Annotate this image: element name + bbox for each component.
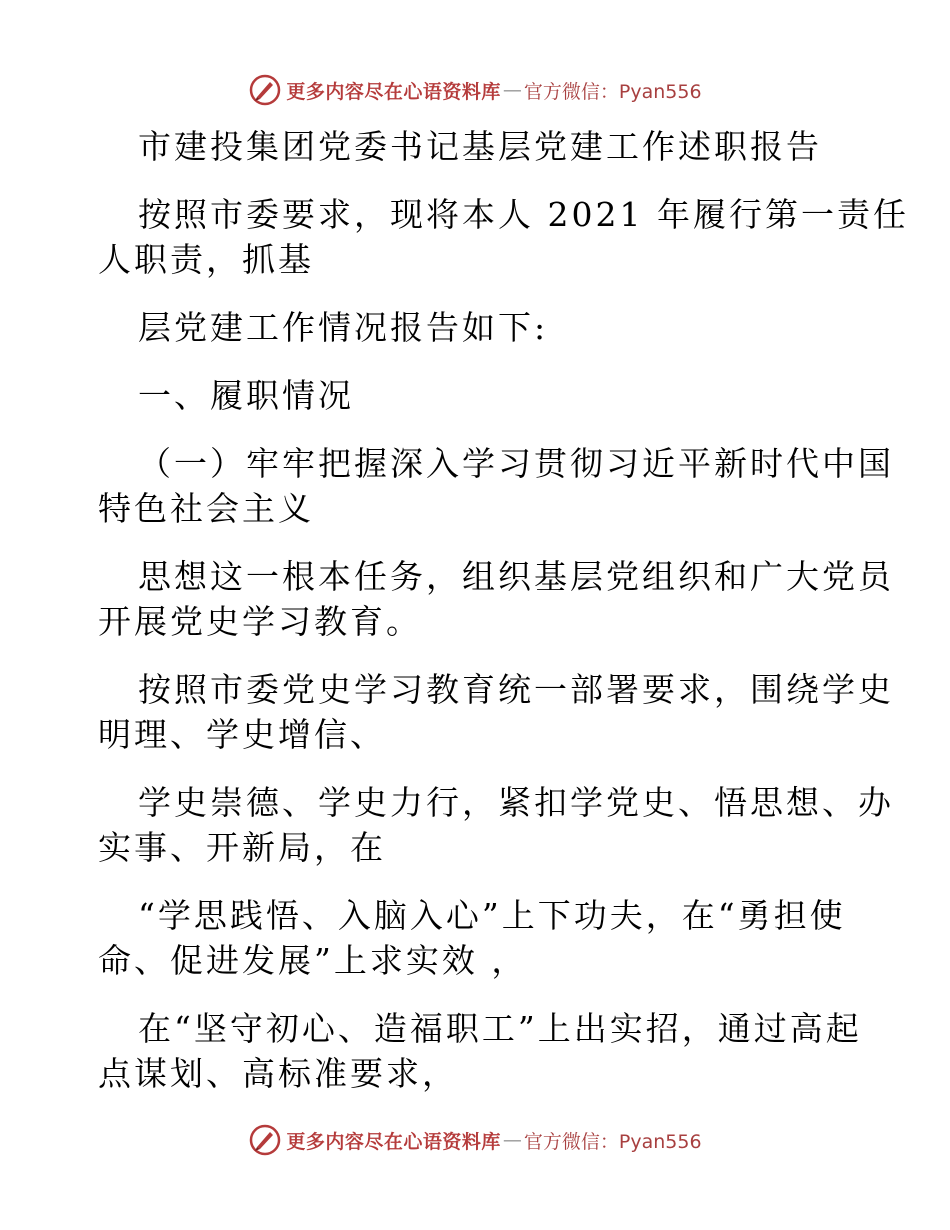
watermark-dash: — [502, 1129, 522, 1151]
paragraph-line: 按照市委党史学习教育统一部署要求，围绕学史 [138, 670, 894, 709]
paragraph-line: 点谋划、高标准要求， [98, 1054, 458, 1093]
paragraph-line: 实事、开新局，在 [98, 828, 386, 867]
paragraph-line: 按照市委要求，现将本人 2021 年履行第一责任 [138, 195, 909, 234]
watermark-dash: — [502, 79, 522, 101]
paragraph-line: 人职责，抓基 [98, 240, 314, 279]
watermark-text: 更多内容尽在心语资料库 [286, 1130, 501, 1153]
watermark-contact: 官方微信：Pyan556 [523, 80, 702, 103]
document-body [98, 124, 909, 1096]
paragraph-line: 特色社会主义 [98, 489, 314, 528]
paragraph-line: “学思践悟、入脑入心”上下功夫，在“勇担使 [138, 896, 846, 935]
watermark-text: 更多内容尽在心语资料库 [286, 80, 501, 103]
quill-logo-icon [248, 1123, 282, 1157]
paragraph-line: 在“坚守初心、造福职工”上出实招，通过高起 [138, 1009, 862, 1048]
quill-logo-icon [248, 73, 282, 107]
paragraph-line: 学史崇德、学史力行，紧扣学党史、悟思想、办 [138, 783, 894, 822]
paragraph-line: 开展党史学习教育。 [98, 602, 422, 641]
paragraph-line: 明理、学史增信、 [98, 715, 386, 754]
watermark-banner-top [0, 70, 950, 110]
watermark-contact: 官方微信：Pyan556 [523, 1130, 702, 1153]
paragraph-line: 层党建工作情况报告如下: [138, 308, 549, 347]
paragraph-line: 命、促进发展”上求实效 ， [98, 941, 528, 980]
paragraph-line: 思想这一根本任务，组织基层党组织和广大党员 [138, 557, 894, 596]
subsection-heading: （一）牢牢把握深入学习贯彻习近平新时代中国 [138, 444, 894, 483]
document-title: 市建投集团党委书记基层党建工作述职报告 [138, 127, 822, 166]
watermark-banner-bottom [0, 1120, 950, 1160]
section-heading: 一、履职情况 [138, 376, 354, 415]
